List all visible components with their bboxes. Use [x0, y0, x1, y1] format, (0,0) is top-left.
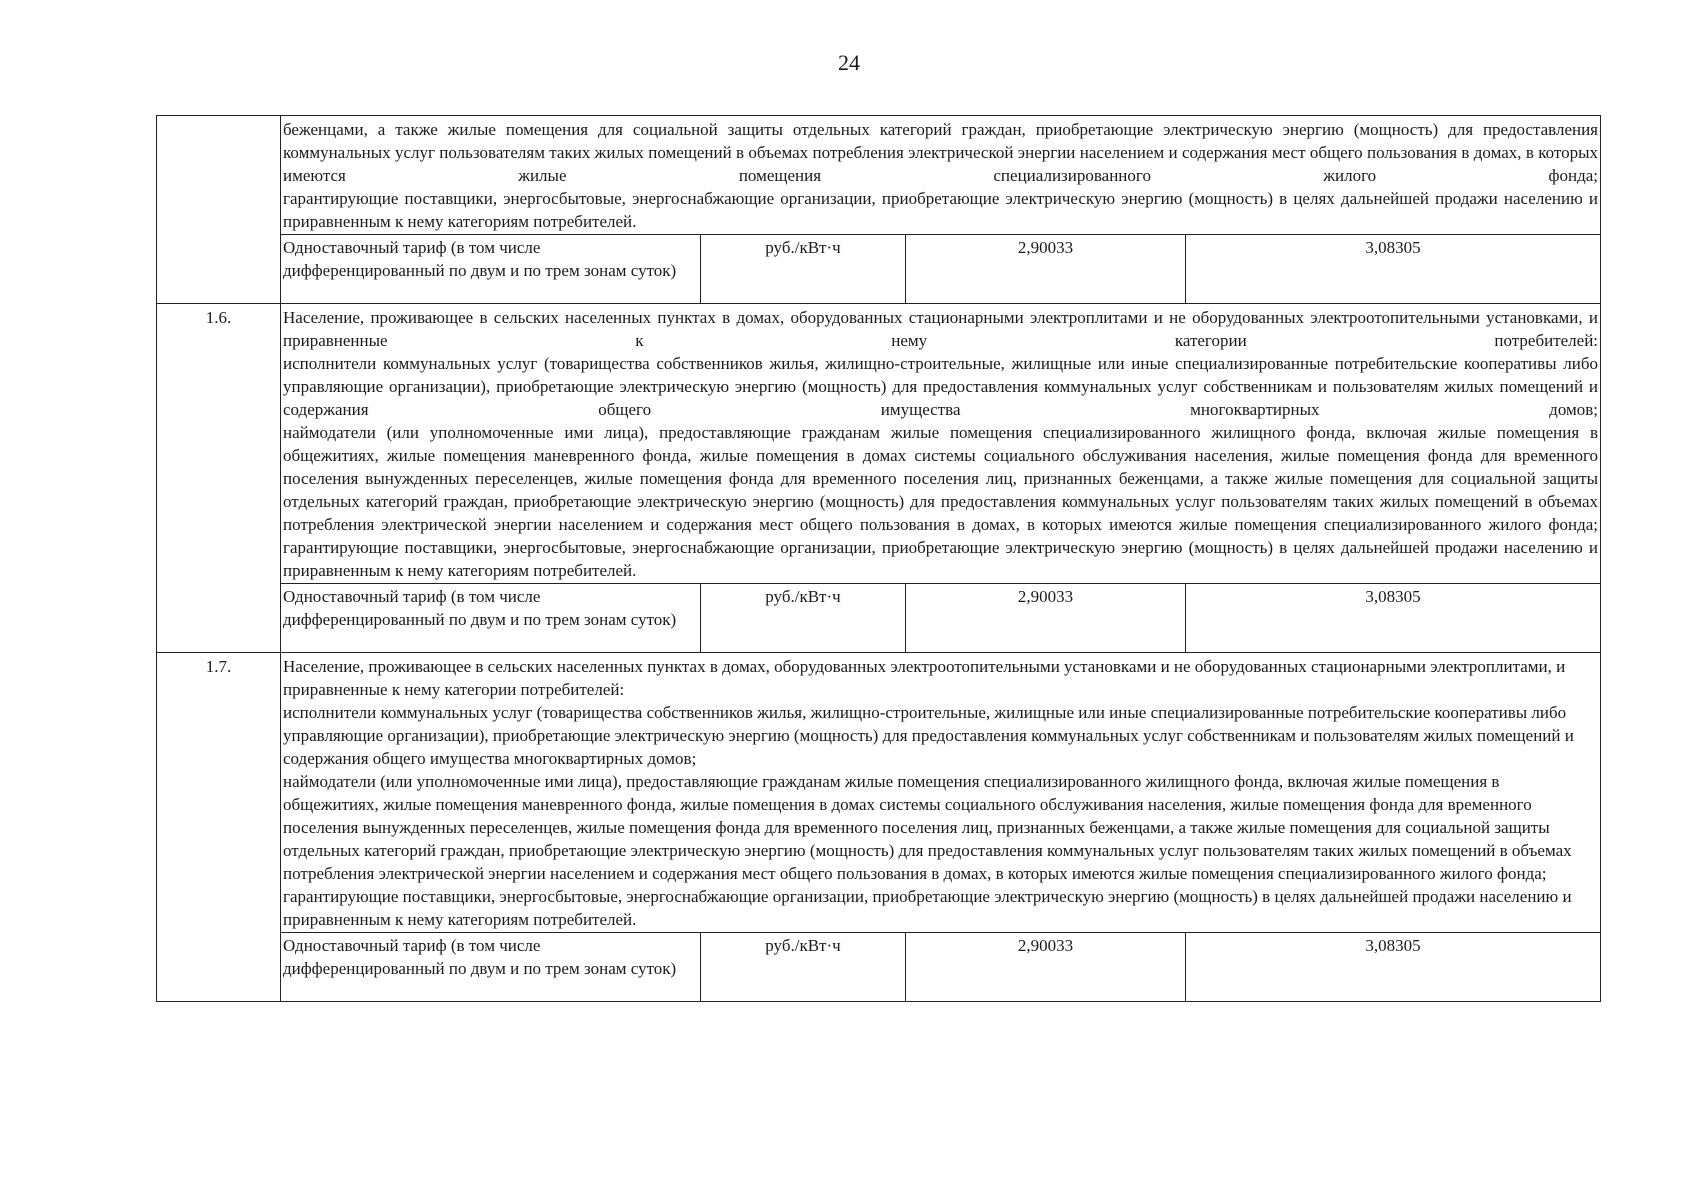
paragraph: гарантирующие поставщики, энергосбытовые, энергоснабжающие организации, приобретающие электрическую энергию (мощность) в целях дальнейшей продажи населению и приравненным к нему категориям потребителей. [283, 538, 1599, 580]
paragraph: исполнители коммунальных услуг (товарищества собственников жилья, жилищно-строительные, жилищные или иные специализированные потребительские кооперативы либо управляющие организации), приобретающие электрическую энергию (мощность) для предоставления коммунальных услуг собственникам и пользователям жилых помещений и содержания общего имущества многоквартирных домов; [283, 354, 1599, 419]
tariff-table [156, 115, 1601, 1002]
paragraph: исполнители коммунальных услуг (товарищества собственников жилья, жилищно-строительные, жилищные или иные специализированные потребительские кооперативы либо управляющие организации), приобретающие электрическую энергию (мощность) для предоставления коммунальных услуг собственникам и пользователям жилых помещений и содержания общего имущества многоквартирных домов; [283, 703, 1574, 768]
consumer-category-description [281, 116, 1601, 235]
row-number [157, 116, 281, 304]
tariff-name: Одноставочный тариф (в том числе дифференцированный по двум и по трем зонам суток) [281, 933, 701, 1002]
row-number: 1.6. [157, 304, 281, 653]
table-row [157, 304, 1601, 584]
consumer-category-description [281, 653, 1601, 933]
tariff-value-first-half: 2,90033 [906, 584, 1186, 653]
tariff-unit: руб./кВт·ч [701, 235, 906, 304]
tariff-row [157, 235, 1601, 304]
paragraph: гарантирующие поставщики, энергосбытовые, энергоснабжающие организации, приобретающие электрическую энергию (мощность) в целях дальнейшей продажи населению и приравненным к нему категориям потребителей. [283, 189, 1599, 231]
tariff-unit: руб./кВт·ч [701, 933, 906, 1002]
paragraph: наймодатели (или уполномоченные ими лица), предоставляющие гражданам жилые помещения специализированного жилищного фонда, включая жилые помещения в общежитиях, жилые помещения маневренного фонда, жилые помещения в домах системы социального обслуживания населения, жилые помещения фонда для временного поселения вынужденных переселенцев, жилые помещения фонда для временного поселения лиц, признанных беженцами, а также жилые помещения для социальной защиты отдельных категорий граждан, приобретающие электрическую энергию (мощность) для предоставления коммунальных услуг пользователям таких жилых помещений в объемах потребления электрической энергии населением и содержания мест общего пользования в домах, в которых имеются жилые помещения специализированного жилого фонда; [283, 423, 1599, 534]
tariff-value-first-half: 2,90033 [906, 933, 1186, 1002]
paragraph: Население, проживающее в сельских населенных пунктах в домах, оборудованных стационарными электроплитами и не оборудованных электроотопительными установками, и приравненные к нему категории потребителей: [283, 308, 1599, 350]
paragraph: наймодатели (или уполномоченные ими лица), предоставляющие гражданам жилые помещения специализированного жилищного фонда, включая жилые помещения в общежитиях, жилые помещения маневренного фонда, жилые помещения в домах системы социального обслуживания населения, жилые помещения фонда для временного поселения вынужденных переселенцев, жилые помещения фонда для временного поселения лиц, признанных беженцами, а также жилые помещения для социальной защиты отдельных категорий граждан, приобретающие электрическую энергию (мощность) для предоставления коммунальных услуг пользователям таких жилых помещений в объемах потребления электрической энергии населением и содержания мест общего пользования в домах, в которых имеются жилые помещения специализированного жилого фонда; [283, 772, 1572, 883]
table-row [157, 653, 1601, 933]
paragraph: гарантирующие поставщики, энергосбытовые, энергоснабжающие организации, приобретающие электрическую энергию (мощность) в целях дальнейшей продажи населению и приравненным к нему категориям потребителей. [283, 887, 1572, 929]
tariff-value-first-half: 2,90033 [906, 235, 1186, 304]
tariff-unit: руб./кВт·ч [701, 584, 906, 653]
row-number: 1.7. [157, 653, 281, 1002]
paragraph: Население, проживающее в сельских населенных пунктах в домах, оборудованных электроотопительными установками и не оборудованных стационарными электроплитами, и приравненные к нему категории потребителей: [283, 657, 1566, 699]
tariff-value-second-half: 3,08305 [1186, 235, 1601, 304]
paragraph: беженцами, а также жилые помещения для социальной защиты отдельных категорий граждан, приобретающие электрическую энергию (мощность) для предоставления коммунальных услуг пользователям таких жилых помещений в объемах потребления электрической энергии населением и содержания мест общего пользования в домах, в которых имеются жилые помещения специализированного жилого фонда; [283, 120, 1599, 185]
page-number: 24 [838, 50, 860, 75]
tariff-row [157, 584, 1601, 653]
tariff-value-second-half: 3,08305 [1186, 584, 1601, 653]
tariff-value-second-half: 3,08305 [1186, 933, 1601, 1002]
tariff-name: Одноставочный тариф (в том числе дифференцированный по двум и по трем зонам суток) [281, 235, 701, 304]
consumer-category-description [281, 304, 1601, 584]
table-row [157, 116, 1601, 235]
tariff-row [157, 933, 1601, 1002]
tariff-name: Одноставочный тариф (в том числе дифференцированный по двум и по трем зонам суток) [281, 584, 701, 653]
